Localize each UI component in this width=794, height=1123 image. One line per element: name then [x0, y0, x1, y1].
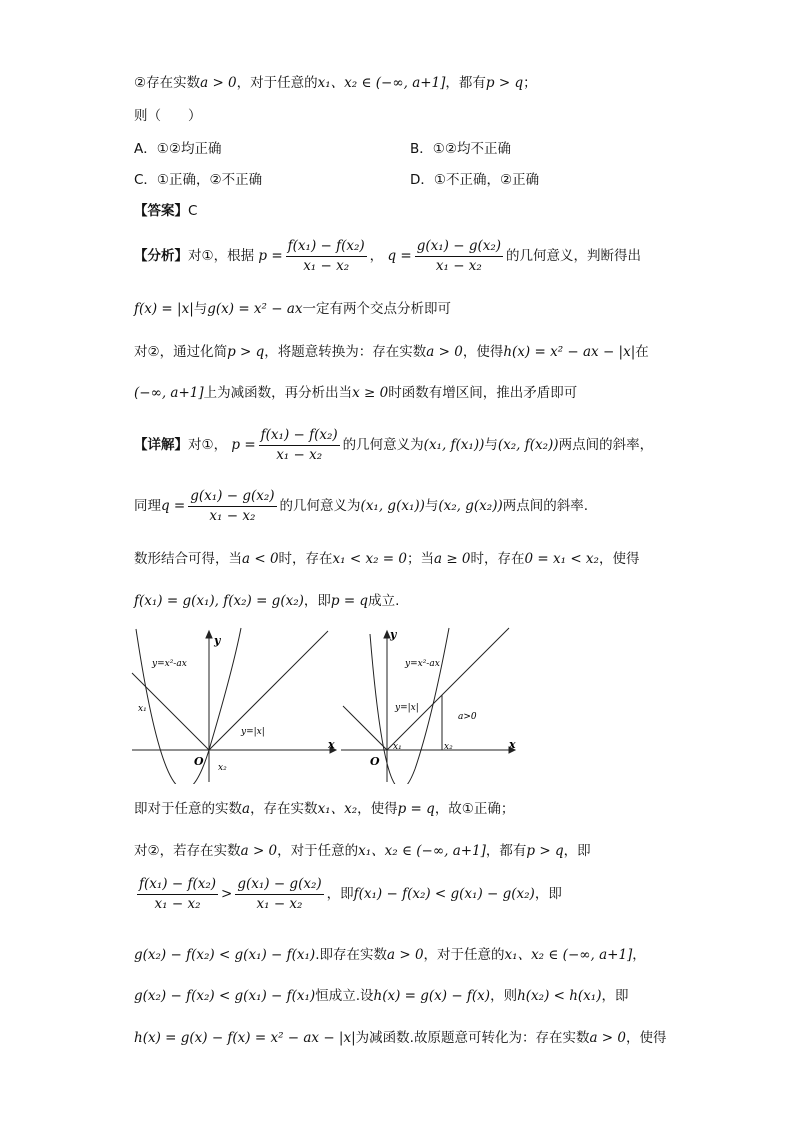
q-fraction — [188, 488, 276, 525]
variable-domain: x₁、x₂ ∈ (−∞, a+1] — [317, 75, 446, 91]
statement-2-line — [134, 74, 537, 92]
inequality: f(x₁) − f(x₂) < g(x₁) − g(x₂) — [353, 886, 535, 902]
f-slope-fraction — [137, 876, 218, 913]
origin-label: O — [194, 755, 204, 768]
detail-text: 同理 — [134, 498, 161, 514]
detail-tag: 【详解】 — [134, 437, 188, 453]
body-text: ，即 — [534, 886, 562, 902]
parabola-curve — [136, 628, 241, 784]
detail-text: 与 — [484, 437, 498, 453]
body-text: 恒成立.设 — [315, 988, 374, 1004]
detail-line-2 — [134, 486, 588, 526]
denominator: x₁ − x₂ — [256, 895, 303, 912]
option-a: A．①②均正确 — [134, 141, 222, 157]
q-numerator: g(x₁) − g(x₂) — [188, 488, 276, 507]
statement-text: ； — [523, 75, 537, 91]
condition-a: a > 0 — [387, 947, 424, 963]
numerator: f(x₁) − f(x₂) — [137, 876, 218, 895]
variables-x: x₁、x₂ — [317, 801, 358, 817]
body-text: ， — [632, 947, 646, 963]
analysis-text: 与 — [193, 301, 208, 317]
statement-text: 存在实数 — [146, 75, 201, 91]
p-fraction — [286, 238, 367, 275]
detail-text: 两点间的斜率. — [502, 498, 589, 514]
equation: f(x₁) = g(x₁), f(x₂) = g(x₂) — [134, 593, 304, 609]
detail-line-3 — [134, 550, 639, 568]
g-definition: g(x) = x² − ax — [207, 301, 303, 317]
detail-text: 的几何意义为 — [279, 498, 361, 514]
body-text: 对②，若存在实数 — [134, 843, 241, 859]
inequality: g(x₂) − f(x₂) < g(x₁) − f(x₁) — [134, 988, 316, 1004]
option-b: B．①②均不正确 — [410, 141, 511, 157]
analysis-text: 对①，根据 — [188, 248, 255, 264]
analysis-text: ，将题意转换为：存在实数 — [264, 344, 427, 360]
detail-text: 的几何意义为 — [342, 437, 424, 453]
detail-line-4 — [134, 592, 399, 610]
p-numerator: f(x₁) − f(x₂) — [259, 427, 340, 446]
circle-number-2: ② — [134, 75, 147, 91]
analysis-text: 对②，通过化简 — [134, 344, 228, 360]
condition-pq: p > q — [227, 344, 265, 360]
analysis-text: 时函数有增区间，推出矛盾即可 — [388, 385, 578, 401]
analysis-text: 上为减函数，再分析出当 — [203, 385, 353, 401]
origin-label: O — [370, 755, 380, 768]
x-axis-label: x — [328, 738, 335, 751]
analysis-text: 的几何意义，判断得出 — [506, 248, 642, 264]
q-denominator: x₁ − x₂ — [435, 257, 482, 274]
abs-label: y=|x| — [241, 727, 265, 737]
x2-label: x₂ — [218, 763, 227, 773]
condition-pq: p > q — [526, 843, 564, 859]
p-numerator: f(x₁) − f(x₂) — [286, 238, 367, 257]
body-text: 为减函数.故原题意可转化为：存在实数 — [355, 1030, 590, 1046]
detail-text: 对①， — [188, 437, 228, 453]
after-line-3 — [134, 874, 562, 914]
condition-pq: p = q — [330, 593, 369, 609]
q-denominator: x₁ − x₂ — [209, 507, 256, 524]
analysis-line-2 — [134, 300, 451, 318]
condition-a: a > 0 — [589, 1030, 626, 1046]
analysis-line-1 — [134, 236, 641, 276]
after-line-6 — [134, 1029, 667, 1047]
abs-line-right — [209, 631, 328, 750]
x1-label: x₁ — [393, 742, 402, 752]
condition-a: a > 0 — [240, 843, 278, 859]
point-1: (x₁, f(x₁)) — [423, 437, 485, 453]
h-definition: h(x) = x² − ax − |x| — [503, 344, 636, 360]
analysis-text: 一定有两个交点分析即可 — [302, 301, 452, 317]
abs-label: y=|x| — [395, 703, 419, 713]
after-line-1 — [134, 800, 514, 818]
analysis-text: ， — [369, 248, 384, 264]
option-c: C．①正确，②不正确 — [134, 172, 263, 188]
question-prompt: 则（ ） — [134, 108, 202, 124]
denominator: x₁ − x₂ — [154, 895, 201, 912]
x2-label: x₂ — [444, 742, 453, 752]
answer-tag: 【答案】 — [134, 203, 188, 219]
body-text: ，存在实数 — [250, 801, 318, 817]
condition: a < 0 — [242, 551, 279, 567]
detail-text: 成立. — [368, 593, 400, 609]
q-numerator: g(x₁) − g(x₂) — [415, 238, 503, 257]
body-text: 即对于任意的实数 — [134, 801, 242, 817]
analysis-line-4 — [134, 384, 577, 402]
inequality: g(x₂) − f(x₂) < g(x₁) − f(x₁) — [134, 947, 316, 963]
p-denominator: x₁ − x₂ — [303, 257, 350, 274]
analysis-tag: 【分析】 — [134, 248, 188, 264]
q-label: q = — [387, 248, 412, 264]
abs-line-right — [387, 628, 509, 750]
option-d: D．①不正确，②正确 — [410, 172, 540, 188]
body-text: ，都有 — [485, 843, 527, 859]
graph-left — [128, 624, 340, 784]
x1-label: x₁ — [138, 704, 147, 714]
greater-than: > — [221, 886, 233, 902]
variable-domain: x₁、x₂ ∈ (−∞, a+1] — [358, 843, 486, 859]
y-axis-label: y — [390, 628, 397, 641]
graph-right — [337, 624, 521, 784]
condition-pq: p = q — [397, 801, 435, 817]
q-fraction — [415, 238, 503, 275]
g-slope-fraction — [235, 876, 323, 913]
condition: a ≥ 0 — [433, 551, 471, 567]
body-text: ，对于任意的 — [277, 843, 359, 859]
detail-text: 与 — [424, 498, 439, 514]
statement-text: ，对于任意的 — [236, 75, 318, 91]
analysis-text: 在 — [635, 344, 649, 360]
point-2: (x₂, g(x₂)) — [438, 498, 503, 514]
variable-domain: x₁、x₂ ∈ (−∞, a+1] — [504, 947, 633, 963]
detail-text: 时，存在 — [470, 551, 525, 567]
variable-a: a — [242, 801, 251, 817]
p-denominator: x₁ − x₂ — [276, 446, 323, 463]
x-axis-label: x — [509, 738, 516, 751]
h-definition: h(x) = g(x) − f(x) = x² − ax − |x| — [134, 1030, 356, 1046]
analysis-line-3 — [134, 343, 649, 361]
condition: 0 = x₁ < x₂ — [524, 551, 599, 567]
detail-text: 时，存在 — [278, 551, 333, 567]
body-text: ，故①正确； — [434, 801, 515, 817]
y-axis-label: y — [214, 634, 221, 647]
body-text: .即存在实数 — [315, 947, 387, 963]
curve-label: y=x²-ax — [405, 659, 440, 669]
detail-text: 两点间的斜率， — [558, 437, 654, 453]
answer-value: C — [188, 203, 198, 219]
detail-text: ；当 — [406, 551, 434, 567]
body-text: ，即 — [326, 886, 354, 902]
after-line-4 — [134, 946, 646, 964]
point-2: (x₂, f(x₂)) — [497, 437, 559, 453]
body-text: ，对于任意的 — [423, 947, 505, 963]
h-inequality: h(x₂) < h(x₁) — [517, 988, 602, 1004]
f-definition: f(x) = |x| — [134, 301, 194, 317]
interval: (−∞, a+1] — [134, 385, 204, 401]
condition-label: a>0 — [458, 712, 477, 722]
condition: x₁ < x₂ = 0 — [332, 551, 407, 567]
condition-x: x ≥ 0 — [352, 385, 389, 401]
detail-text: 数形结合可得，当 — [134, 551, 242, 567]
analysis-text: ，使得 — [462, 344, 504, 360]
p-label: p = — [231, 437, 256, 453]
after-line-5 — [134, 987, 628, 1005]
h-definition: h(x) = g(x) − f(x) — [373, 988, 491, 1004]
body-text: ，则 — [490, 988, 518, 1004]
body-text: ，使得 — [357, 801, 398, 817]
y-arrow-icon — [206, 631, 212, 638]
condition-pq: p > q — [485, 75, 524, 91]
body-text: ，使得 — [626, 1030, 667, 1046]
q-label: q = — [161, 498, 186, 514]
point-1: (x₁, g(x₁)) — [360, 498, 425, 514]
curve-label: y=x²-ax — [152, 659, 187, 669]
body-text: ，即 — [601, 988, 629, 1004]
p-fraction — [259, 427, 340, 464]
detail-line-1 — [134, 425, 653, 465]
condition-a: a > 0 — [426, 344, 463, 360]
detail-text: ，使得 — [598, 551, 640, 567]
p-label: p = — [258, 248, 283, 264]
statement-text: ，都有 — [445, 75, 486, 91]
body-text: ，即 — [563, 843, 591, 859]
after-line-2 — [134, 842, 591, 860]
detail-text: ，即 — [303, 593, 331, 609]
numerator: g(x₁) − g(x₂) — [235, 876, 323, 895]
condition-a: a > 0 — [200, 75, 237, 91]
answer-line — [134, 202, 197, 220]
